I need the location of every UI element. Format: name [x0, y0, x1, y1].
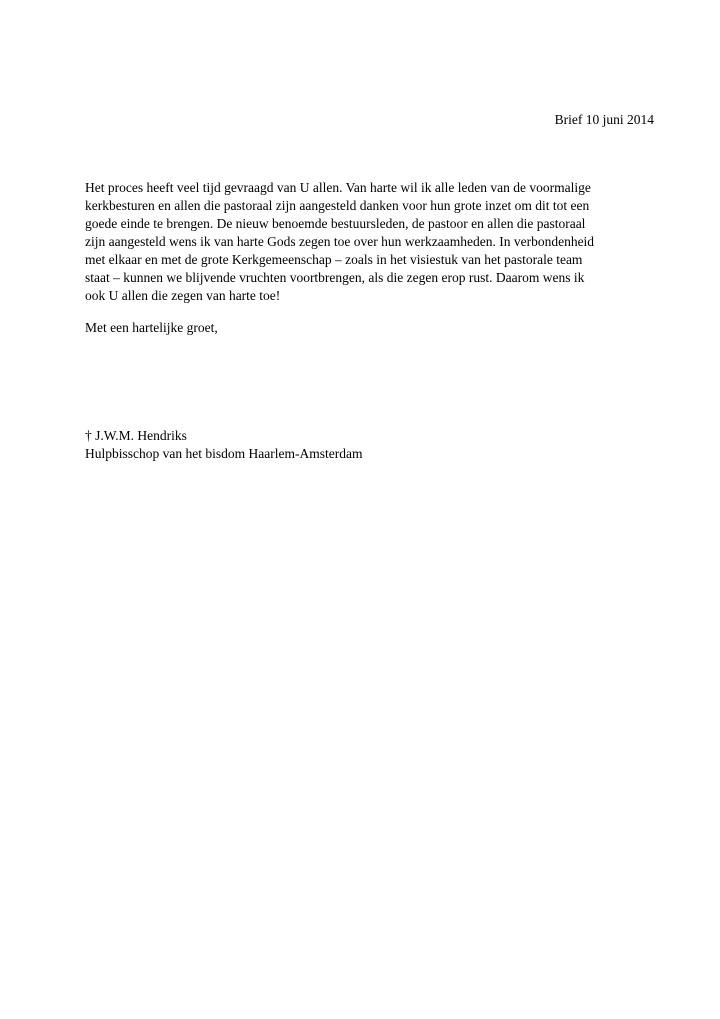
- body-line: staat – kunnen we blijvende vruchten voortbrengen, als die zegen erop rust. Daarom wens ik: [85, 270, 585, 285]
- signatory-name: † J.W.M. Hendriks: [85, 428, 187, 443]
- body-line: kerkbesturen en allen die pastoraal zijn aangesteld danken voor hun grote inzet om dit tot een: [85, 198, 590, 213]
- letter-date: Brief 10 juni 2014: [554, 112, 654, 127]
- letter-closing: Met een hartelijke groet,: [85, 320, 218, 335]
- body-line: ook U allen die zegen van harte toe!: [85, 288, 281, 303]
- signature-block: [85, 427, 362, 463]
- body-line: zijn aangesteld wens ik van harte Gods zegen toe over hun werkzaamheden. In verbondenheid: [85, 234, 595, 249]
- body-line: met elkaar en met de grote Kerkgemeenschap – zoals in het visiestuk van het pastorale team: [85, 252, 583, 267]
- signatory-title: Hulpbisschop van het bisdom Haarlem-Amsterdam: [85, 446, 363, 461]
- body-line: goede einde te brengen. De nieuw benoemde bestuursleden, de pastoor en allen die pastoraal: [85, 216, 586, 231]
- letter-body: [85, 179, 655, 305]
- body-line: Het proces heeft veel tijd gevraagd van U allen. Van harte wil ik alle leden van de voormalige: [85, 180, 591, 195]
